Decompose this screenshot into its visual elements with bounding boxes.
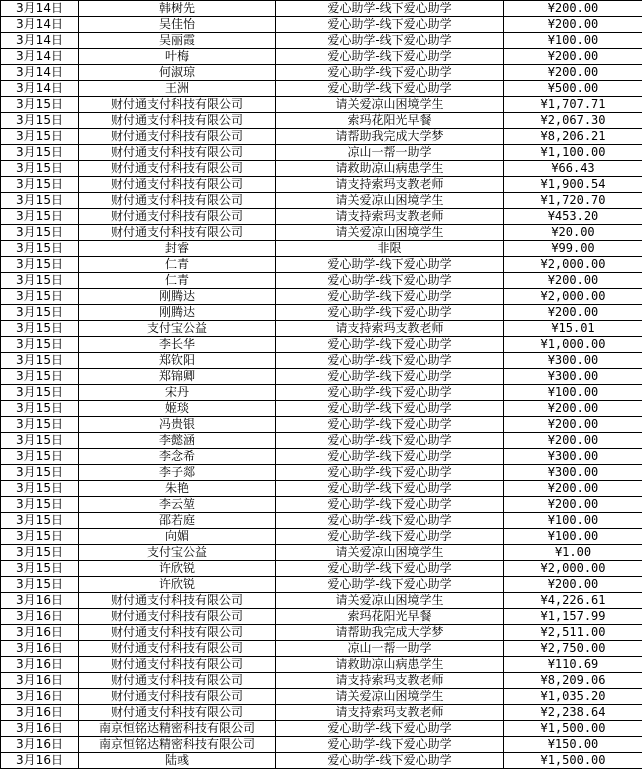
cell-amount[interactable]: ¥2,238.64 [504,705,642,721]
cell-project[interactable]: 爱心助学-线下爱心助学 [276,513,504,529]
table-row [1,465,642,481]
cell-project[interactable]: 爱心助学-线下爱心助学 [276,417,504,433]
cell-project[interactable]: 爱心助学-线下爱心助学 [276,721,504,737]
cell-date[interactable]: 3月14日 [1,81,79,97]
cell-project[interactable]: 爱心助学-线下爱心助学 [276,257,504,273]
cell-amount[interactable]: ¥200.00 [504,417,642,433]
table-row [1,449,642,465]
cell-donor[interactable]: 冯贵银 [79,417,276,433]
cell-donor[interactable]: 郑锦卿 [79,369,276,385]
cell-date[interactable]: 3月16日 [1,721,79,737]
table-row [1,353,642,369]
cell-donor[interactable]: 宋丹 [79,385,276,401]
table-row [1,561,642,577]
cell-amount[interactable]: ¥100.00 [504,529,642,545]
cell-project[interactable]: 爱心助学-线下爱心助学 [276,33,504,49]
cell-project[interactable]: 请支持索玛支教老师 [276,177,504,193]
cell-donor[interactable]: 财付通支付科技有限公司 [79,145,276,161]
cell-donor[interactable]: 李云堃 [79,497,276,513]
cell-project[interactable]: 索玛花阳光早餐 [276,609,504,625]
cell-date[interactable]: 3月15日 [1,161,79,177]
cell-donor[interactable]: 邵若庭 [79,513,276,529]
table-row [1,705,642,721]
cell-amount[interactable]: ¥15.01 [504,321,642,337]
cell-project[interactable]: 请关爱凉山困境学生 [276,593,504,609]
cell-donor[interactable]: 南京恒铭达精密科技有限公司 [79,737,276,753]
cell-project[interactable]: 请关爱凉山困境学生 [276,193,504,209]
cell-date[interactable]: 3月15日 [1,305,79,321]
cell-amount[interactable]: ¥66.43 [504,161,642,177]
table-row [1,209,642,225]
cell-project[interactable]: 请救助凉山病患学生 [276,657,504,673]
cell-date[interactable]: 3月15日 [1,529,79,545]
cell-donor[interactable]: 朱艳 [79,481,276,497]
cell-donor[interactable]: 财付通支付科技有限公司 [79,689,276,705]
cell-amount[interactable]: ¥300.00 [504,353,642,369]
table-row [1,385,642,401]
cell-donor[interactable]: 封睿 [79,241,276,257]
table-row [1,721,642,737]
cell-project[interactable]: 爱心助学-线下爱心助学 [276,273,504,289]
cell-donor[interactable]: 财付通支付科技有限公司 [79,641,276,657]
table-row [1,177,642,193]
cell-donor[interactable]: 向媚 [79,529,276,545]
cell-project[interactable]: 凉山一帮一助学 [276,641,504,657]
cell-project[interactable]: 爱心助学-线下爱心助学 [276,65,504,81]
table-row [1,369,642,385]
cell-donor[interactable]: 财付通支付科技有限公司 [79,97,276,113]
table-row [1,417,642,433]
cell-date[interactable]: 3月16日 [1,593,79,609]
cell-date[interactable]: 3月15日 [1,129,79,145]
cell-project[interactable]: 爱心助学-线下爱心助学 [276,465,504,481]
cell-donor[interactable]: 韩树先 [79,1,276,17]
table-row [1,497,642,513]
cell-donor[interactable]: 财付通支付科技有限公司 [79,193,276,209]
table-row [1,161,642,177]
cell-amount[interactable]: ¥1,500.00 [504,721,642,737]
cell-project[interactable]: 爱心助学-线下爱心助学 [276,737,504,753]
cell-project[interactable]: 爱心助学-线下爱心助学 [276,481,504,497]
cell-donor[interactable]: 李念希 [79,449,276,465]
cell-amount[interactable]: ¥100.00 [504,513,642,529]
cell-amount[interactable]: ¥200.00 [504,497,642,513]
cell-date[interactable]: 3月15日 [1,113,79,129]
table-row [1,241,642,257]
cell-project[interactable]: 爱心助学-线下爱心助学 [276,753,504,769]
cell-donor[interactable]: 财付通支付科技有限公司 [79,113,276,129]
table-row [1,289,642,305]
cell-amount[interactable]: ¥453.20 [504,209,642,225]
table-row [1,673,642,689]
cell-amount[interactable]: ¥200.00 [504,49,642,65]
cell-date[interactable]: 3月15日 [1,433,79,449]
cell-date[interactable]: 3月16日 [1,753,79,769]
cell-amount[interactable]: ¥2,000.00 [504,289,642,305]
cell-donor[interactable]: 财付通支付科技有限公司 [79,593,276,609]
cell-project[interactable]: 请关爱凉山困境学生 [276,225,504,241]
cell-amount[interactable]: ¥1,157.99 [504,609,642,625]
cell-amount[interactable]: ¥1,035.20 [504,689,642,705]
cell-donor[interactable]: 支付宝公益 [79,545,276,561]
cell-amount[interactable]: ¥2,511.00 [504,625,642,641]
table-row [1,401,642,417]
cell-date[interactable]: 3月14日 [1,33,79,49]
cell-amount[interactable]: ¥1.00 [504,545,642,561]
cell-date[interactable]: 3月16日 [1,737,79,753]
table-row [1,337,642,353]
cell-project[interactable]: 爱心助学-线下爱心助学 [276,529,504,545]
cell-amount[interactable]: ¥110.69 [504,657,642,673]
cell-amount[interactable]: ¥200.00 [504,1,642,17]
cell-date[interactable]: 3月15日 [1,417,79,433]
cell-amount[interactable]: ¥1,720.70 [504,193,642,209]
cell-date[interactable]: 3月16日 [1,641,79,657]
cell-project[interactable]: 索玛花阳光早餐 [276,113,504,129]
cell-donor[interactable]: 许欣锐 [79,561,276,577]
table-row [1,33,642,49]
cell-project[interactable]: 请帮助我完成大学梦 [276,129,504,145]
cell-project[interactable]: 爱心助学-线下爱心助学 [276,49,504,65]
table-row [1,433,642,449]
cell-donor[interactable]: 刚腾达 [79,305,276,321]
cell-project[interactable]: 请支持索玛支教老师 [276,321,504,337]
table-row [1,545,642,561]
table-row [1,609,642,625]
cell-amount[interactable]: ¥200.00 [504,401,642,417]
cell-amount[interactable]: ¥200.00 [504,577,642,593]
cell-date[interactable]: 3月15日 [1,369,79,385]
cell-date[interactable]: 3月15日 [1,177,79,193]
cell-project[interactable]: 爱心助学-线下爱心助学 [276,305,504,321]
cell-date[interactable]: 3月14日 [1,17,79,33]
cell-donor[interactable]: 财付通支付科技有限公司 [79,657,276,673]
cell-donor[interactable]: 财付通支付科技有限公司 [79,705,276,721]
table-row [1,305,642,321]
table-row [1,225,642,241]
cell-amount[interactable]: ¥150.00 [504,737,642,753]
cell-project[interactable]: 爱心助学-线下爱心助学 [276,401,504,417]
cell-date[interactable]: 3月16日 [1,673,79,689]
cell-amount[interactable]: ¥8,209.06 [504,673,642,689]
cell-date[interactable]: 3月16日 [1,705,79,721]
table-row [1,529,642,545]
cell-amount[interactable]: ¥200.00 [504,481,642,497]
cell-date[interactable]: 3月15日 [1,145,79,161]
cell-amount[interactable]: ¥500.00 [504,81,642,97]
table-row [1,145,642,161]
cell-project[interactable]: 请关爱凉山困境学生 [276,545,504,561]
cell-date[interactable]: 3月16日 [1,625,79,641]
cell-donor[interactable]: 支付宝公益 [79,321,276,337]
cell-project[interactable]: 爱心助学-线下爱心助学 [276,433,504,449]
cell-date[interactable]: 3月16日 [1,657,79,673]
cell-donor[interactable]: 财付通支付科技有限公司 [79,673,276,689]
table-row [1,321,642,337]
cell-date[interactable]: 3月15日 [1,401,79,417]
cell-amount[interactable]: ¥1,500.00 [504,753,642,769]
cell-date[interactable]: 3月15日 [1,273,79,289]
cell-donor[interactable]: 财付通支付科技有限公司 [79,161,276,177]
table-row [1,129,642,145]
cell-donor[interactable]: 李懿涵 [79,433,276,449]
cell-amount[interactable]: ¥100.00 [504,33,642,49]
cell-project[interactable]: 爱心助学-线下爱心助学 [276,369,504,385]
cell-amount[interactable]: ¥200.00 [504,433,642,449]
cell-amount[interactable]: ¥100.00 [504,385,642,401]
cell-project[interactable]: 请支持索玛支教老师 [276,673,504,689]
cell-donor[interactable]: 财付通支付科技有限公司 [79,129,276,145]
cell-project[interactable]: 请关爱凉山困境学生 [276,97,504,113]
cell-amount[interactable]: ¥99.00 [504,241,642,257]
table-row [1,625,642,641]
cell-date[interactable]: 3月15日 [1,481,79,497]
table-row [1,753,642,769]
cell-amount[interactable]: ¥1,100.00 [504,145,642,161]
cell-project[interactable]: 爱心助学-线下爱心助学 [276,81,504,97]
cell-amount[interactable]: ¥200.00 [504,305,642,321]
cell-donor[interactable]: 叶梅 [79,49,276,65]
cell-project[interactable]: 爱心助学-线下爱心助学 [276,497,504,513]
cell-amount[interactable]: ¥200.00 [504,17,642,33]
cell-project[interactable]: 爱心助学-线下爱心助学 [276,385,504,401]
cell-donor[interactable]: 财付通支付科技有限公司 [79,625,276,641]
cell-donor[interactable]: 财付通支付科技有限公司 [79,177,276,193]
table-row [1,193,642,209]
cell-date[interactable]: 3月16日 [1,689,79,705]
cell-project[interactable]: 请支持索玛支教老师 [276,705,504,721]
cell-date[interactable]: 3月15日 [1,353,79,369]
table-row [1,657,642,673]
cell-date[interactable]: 3月14日 [1,65,79,81]
table-row [1,1,642,17]
cell-date[interactable]: 3月15日 [1,225,79,241]
cell-amount[interactable]: ¥300.00 [504,465,642,481]
cell-donor[interactable]: 何淑琼 [79,65,276,81]
cell-amount[interactable]: ¥1,707.71 [504,97,642,113]
table-row [1,273,642,289]
cell-donor[interactable]: 郑钦阳 [79,353,276,369]
table-row [1,593,642,609]
cell-donor[interactable]: 吴丽霞 [79,33,276,49]
cell-amount[interactable]: ¥2,750.00 [504,641,642,657]
cell-date[interactable]: 3月15日 [1,257,79,273]
cell-project[interactable]: 请救助凉山病患学生 [276,161,504,177]
cell-project[interactable]: 请关爱凉山困境学生 [276,689,504,705]
cell-date[interactable]: 3月15日 [1,337,79,353]
cell-date[interactable]: 3月15日 [1,241,79,257]
cell-project[interactable]: 爱心助学-线下爱心助学 [276,577,504,593]
cell-amount[interactable]: ¥8,206.21 [504,129,642,145]
cell-amount[interactable]: ¥300.00 [504,369,642,385]
cell-project[interactable]: 爱心助学-线下爱心助学 [276,561,504,577]
cell-date[interactable]: 3月15日 [1,321,79,337]
table-row [1,689,642,705]
cell-date[interactable]: 3月15日 [1,577,79,593]
cell-date[interactable]: 3月15日 [1,97,79,113]
table-row [1,97,642,113]
cell-donor[interactable]: 财付通支付科技有限公司 [79,209,276,225]
cell-amount[interactable]: ¥1,000.00 [504,337,642,353]
cell-project[interactable]: 爱心助学-线下爱心助学 [276,337,504,353]
cell-date[interactable]: 3月16日 [1,609,79,625]
cell-date[interactable]: 3月15日 [1,385,79,401]
cell-donor[interactable]: 仁青 [79,257,276,273]
cell-date[interactable]: 3月15日 [1,545,79,561]
cell-donor[interactable]: 财付通支付科技有限公司 [79,609,276,625]
cell-donor[interactable]: 财付通支付科技有限公司 [79,225,276,241]
donation-table-body [1,1,642,769]
table-row [1,481,642,497]
cell-project[interactable]: 凉山一帮一助学 [276,145,504,161]
cell-amount[interactable]: ¥300.00 [504,449,642,465]
table-row [1,257,642,273]
cell-amount[interactable]: ¥2,000.00 [504,561,642,577]
cell-project[interactable]: 爱心助学-线下爱心助学 [276,1,504,17]
cell-amount[interactable]: ¥2,000.00 [504,257,642,273]
table-row [1,49,642,65]
cell-donor[interactable]: 李子郯 [79,465,276,481]
cell-date[interactable]: 3月15日 [1,209,79,225]
cell-donor[interactable]: 仁青 [79,273,276,289]
cell-amount[interactable]: ¥2,067.30 [504,113,642,129]
table-row [1,737,642,753]
cell-donor[interactable]: 许欣锐 [79,577,276,593]
table-row [1,577,642,593]
cell-donor[interactable]: 李长华 [79,337,276,353]
table-row [1,81,642,97]
cell-date[interactable]: 3月15日 [1,465,79,481]
table-row [1,641,642,657]
cell-project[interactable]: 爱心助学-线下爱心助学 [276,449,504,465]
cell-project[interactable]: 爱心助学-线下爱心助学 [276,353,504,369]
cell-project[interactable]: 请帮助我完成大学梦 [276,625,504,641]
cell-donor[interactable]: 陆彧 [79,753,276,769]
cell-amount[interactable]: ¥200.00 [504,273,642,289]
cell-project[interactable]: 爱心助学-线下爱心助学 [276,289,504,305]
cell-project[interactable]: 请支持索玛支教老师 [276,209,504,225]
cell-project[interactable]: 非限 [276,241,504,257]
table-row [1,113,642,129]
cell-donor[interactable]: 刚腾达 [79,289,276,305]
cell-donor[interactable]: 吴佳怡 [79,17,276,33]
cell-date[interactable]: 3月14日 [1,49,79,65]
cell-date[interactable]: 3月15日 [1,497,79,513]
cell-donor[interactable]: 王洲 [79,81,276,97]
table-row [1,65,642,81]
cell-date[interactable]: 3月15日 [1,449,79,465]
cell-date[interactable]: 3月15日 [1,193,79,209]
cell-date[interactable]: 3月14日 [1,1,79,17]
table-row [1,17,642,33]
cell-date[interactable]: 3月15日 [1,289,79,305]
cell-donor[interactable]: 姬琰 [79,401,276,417]
cell-date[interactable]: 3月15日 [1,513,79,529]
cell-donor[interactable]: 南京恒铭达精密科技有限公司 [79,721,276,737]
cell-date[interactable]: 3月15日 [1,561,79,577]
cell-amount[interactable]: ¥4,226.61 [504,593,642,609]
cell-project[interactable]: 爱心助学-线下爱心助学 [276,17,504,33]
cell-amount[interactable]: ¥200.00 [504,65,642,81]
cell-amount[interactable]: ¥20.00 [504,225,642,241]
table-row [1,513,642,529]
cell-amount[interactable]: ¥1,900.54 [504,177,642,193]
